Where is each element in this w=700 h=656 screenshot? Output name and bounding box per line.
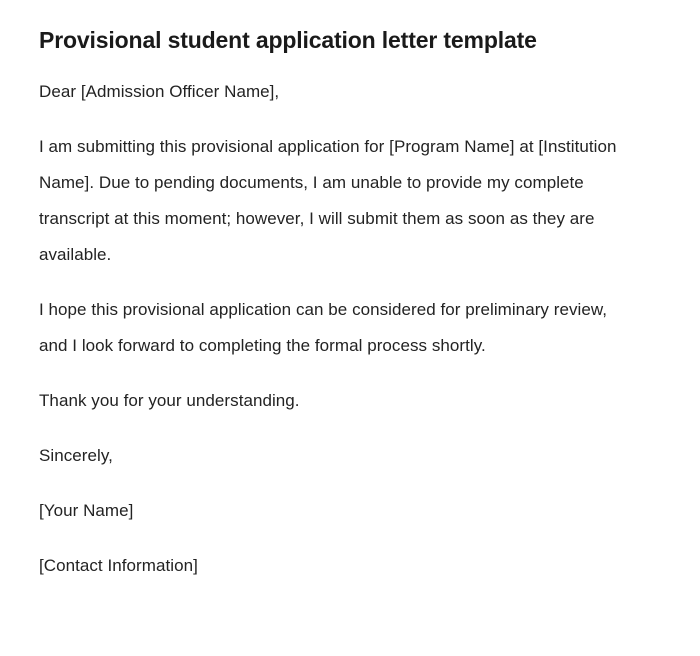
body-paragraph-2: I hope this provisional application can be considered for preliminary review, and I look forward to completing the formal process shortly. [39,300,607,355]
signature-contact-placeholder: [Contact Information] [39,556,198,575]
body-paragraph-1: I am submitting this provisional application for [Program Name] at [Institution Name]. Due to pending documents, I am unable to provide my complete transcript at this moment; however, I will submit them as soon as they are available. [39,137,617,264]
closing-thanks-paragraph: Thank you for your understanding. [39,391,300,410]
signoff-paragraph: Sincerely, [39,446,113,465]
signature-name-placeholder: [Your Name] [39,501,134,520]
page-title: Provisional student application letter template [39,27,537,53]
salutation-paragraph: Dear [Admission Officer Name], [39,82,280,101]
